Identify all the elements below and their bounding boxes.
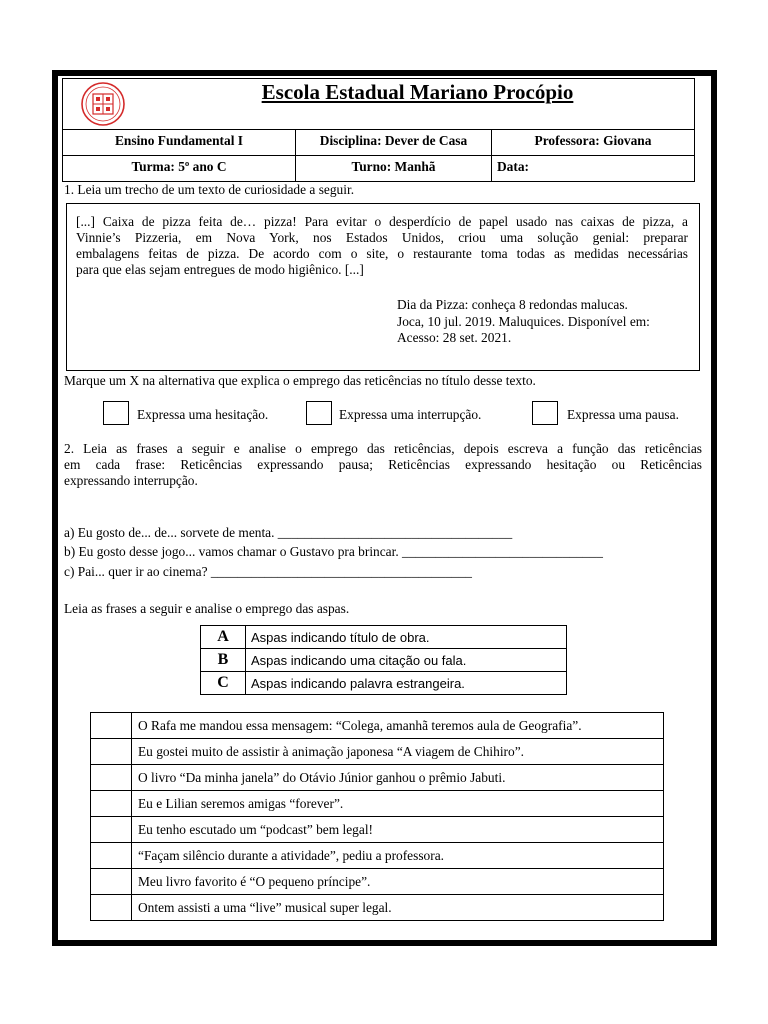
- sentence-text: Eu e Lilian seremos amigas “forever”.: [132, 791, 664, 817]
- q1-instruction: Marque um X na alternativa que explica o emprego das reticências no título desse texto.: [64, 373, 536, 388]
- shift-label: Turno: Manhã: [351, 159, 436, 174]
- table-row: [91, 843, 664, 869]
- option-label: Expressa uma pausa.: [567, 407, 679, 422]
- key-definition: Aspas indicando título de obra.: [246, 626, 567, 649]
- passage-line: [...] Caixa de pizza feita de… pizza! Para evitar o desperdício de papel usado nas caixas de pizza, a: [76, 214, 688, 229]
- key-row: [201, 649, 567, 672]
- table-row: [91, 713, 664, 739]
- aspas-key-table: [200, 625, 567, 695]
- date-label: Data:: [497, 159, 529, 174]
- q2-prompt-line: em cada frase: Reticências expressando pausa; Reticências expressando hesitação ou Reticências: [64, 457, 702, 472]
- answer-cell[interactable]: [91, 843, 132, 869]
- q2-item[interactable]: b) Eu gosto desse jogo... vamos chamar o Gustavo pra brincar. ______________________________: [64, 544, 603, 559]
- key-letter: A: [201, 626, 246, 649]
- q2-item[interactable]: a) Eu gosto de... de... sorvete de menta. ___________________________________: [64, 525, 513, 540]
- option-label: Expressa uma interrupção.: [339, 407, 482, 422]
- key-row: [201, 626, 567, 649]
- table-row: [91, 895, 664, 921]
- answer-cell[interactable]: [91, 869, 132, 895]
- teacher-label: Professora: Giovana: [534, 133, 652, 148]
- key-row: [201, 672, 567, 695]
- table-row: [91, 739, 664, 765]
- q2-prompt-line: 2. Leia as frases a seguir e analise o emprego das reticências, depois escreva a função das reticências: [64, 441, 702, 456]
- key-definition: Aspas indicando uma citação ou fala.: [246, 649, 567, 672]
- source-line: Acesso: 28 set. 2021.: [397, 330, 512, 345]
- table-row: [91, 765, 664, 791]
- q2-prompt-line: expressando interrupção.: [64, 473, 198, 488]
- source-line: Joca, 10 jul. 2019. Maluquices. Disponível em:: [397, 314, 650, 329]
- class-label: Turma: 5º ano C: [131, 159, 227, 174]
- answer-cell[interactable]: [91, 765, 132, 791]
- answer-cell[interactable]: [91, 895, 132, 921]
- table-row: [91, 817, 664, 843]
- passage-line: Vinnie’s Pizzeria, em Nova York, nos Estados Unidos, criou uma solução genial: preparar: [76, 230, 688, 245]
- level-label: Ensino Fundamental I: [115, 133, 243, 148]
- sentences-table: [90, 712, 664, 921]
- sentence-text: Eu gostei muito de assistir à animação japonesa “A viagem de Chihiro”.: [132, 739, 664, 765]
- answer-cell[interactable]: [91, 739, 132, 765]
- passage-line: embalagens feitas de pizza. De acordo com o site, o restaurante toma todas as medidas necessárias: [76, 246, 688, 261]
- sentence-text: Eu tenho escutado um “podcast” bem legal!: [132, 817, 664, 843]
- sentence-text: Ontem assisti a uma “live” musical super legal.: [132, 895, 664, 921]
- option-label: Expressa uma hesitação.: [137, 407, 269, 422]
- q3-prompt: Leia as frases a seguir e analise o emprego das aspas.: [64, 601, 350, 616]
- table-row: [91, 869, 664, 895]
- q2-item[interactable]: c) Pai... quer ir ao cinema? _______________________________________: [64, 564, 472, 579]
- key-letter: B: [201, 649, 246, 672]
- option-checkbox[interactable]: [103, 401, 129, 425]
- q1-prompt: 1. Leia um trecho de um texto de curiosidade a seguir.: [64, 182, 355, 197]
- source-line: Dia da Pizza: conheça 8 redondas malucas.: [397, 297, 628, 312]
- answer-cell[interactable]: [91, 713, 132, 739]
- subject-label: Disciplina: Dever de Casa: [319, 133, 468, 148]
- school-logo: [78, 82, 128, 126]
- key-letter: C: [201, 672, 246, 695]
- answer-cell[interactable]: [91, 791, 132, 817]
- option-checkbox[interactable]: [532, 401, 558, 425]
- sentence-text: Meu livro favorito é “O pequeno príncipe”.: [132, 869, 664, 895]
- sentence-text: “Façam silêncio durante a atividade”, pediu a professora.: [132, 843, 664, 869]
- answer-cell[interactable]: [91, 817, 132, 843]
- sentence-text: O livro “Da minha janela” do Otávio Júnior ganhou o prêmio Jabuti.: [132, 765, 664, 791]
- key-definition: Aspas indicando palavra estrangeira.: [246, 672, 567, 695]
- passage-line: para que elas sejam entregues de modo higiênico. [...]: [76, 262, 364, 277]
- table-row: [91, 791, 664, 817]
- sentence-text: O Rafa me mandou essa mensagem: “Colega, amanhã teremos aula de Geografia”.: [132, 713, 664, 739]
- option-checkbox[interactable]: [306, 401, 332, 425]
- school-name: Escola Estadual Mariano Procópio: [261, 80, 574, 104]
